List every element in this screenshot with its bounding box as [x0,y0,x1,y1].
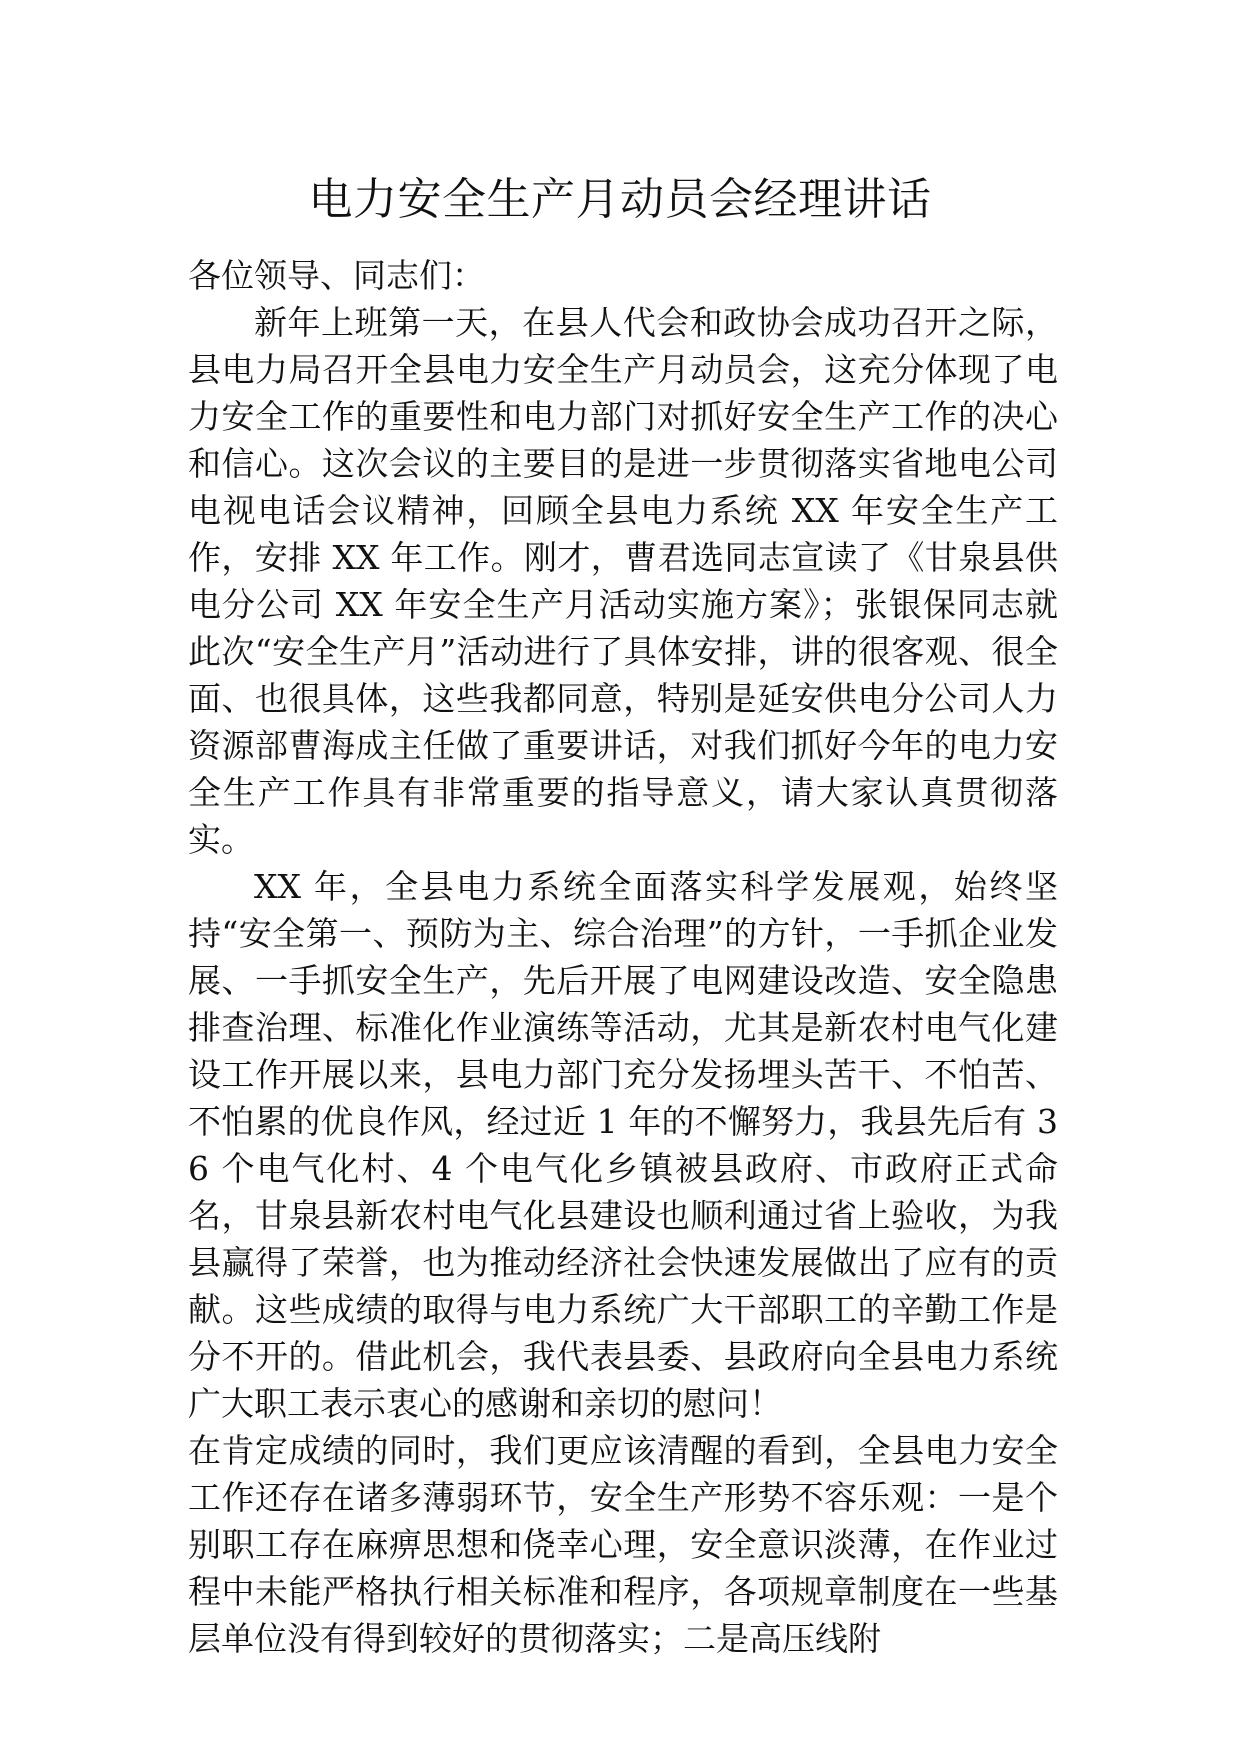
salutation: 各位领导、同志们： [188,256,485,295]
document-body [188,252,1058,1662]
paragraph-3: 在肯定成绩的同时，我们更应该清醒的看到，全县电力安全工作还存在诸多薄弱环节，安全生产形势不容乐观：一是个别职工存在麻痹思想和侥幸心理，安全意识淡薄，在作业过程中未能严格执行相关标准和程序，各项规章制度在一些基层单位没有得到较好的贯彻落实；二是高压线附 [188,1431,1058,1658]
document-title: 电力安全生产月动员会经理讲话 [308,174,932,225]
paragraph-2: XX 年，全县电力系统全面落实科学发展观，始终坚持“安全第一、预防为主、综合治理”的方针，一手抓企业发展、一手抓安全生产，先后开展了电网建设改造、安全隐患排查治理、标准化作业演练等活动，尤其是新农村电气化建设工作开展以来，县电力部门充分发扬埋头苦干、不怕苦、不怕累的优良作风，经过近 1 年的不懈努力，我县先后有 36 个电气化村、4 个电气化乡镇被县政府、市政府正式命名，甘泉县新农村电气化县建设也顺利通过省上验收，为我县赢得了荣誉，也为推动经济社会快速发展做出了应有的贡献。这些成绩的取得与电力系统广大干部职工的辛勤工作是分不开的。借此机会，我代表县委、县政府向全县电力系统广大职工表示衷心的感谢和亲切的慰问！ [188,867,1058,1423]
paragraph-1: 新年上班第一天，在县人代会和政协会成功召开之际，县电力局召开全县电力安全生产月动员会，这充分体现了电力安全工作的重要性和电力部门对抓好安全生产工作的决心和信心。这次会议的主要目的是进一步贯彻落实省地电公司电视电话会议精神，回顾全县电力系统 XX 年安全生产工作，安排 XX 年工作。刚才，曹君选同志宣读了《甘泉县供电分公司 XX 年安全生产月活动实施方案》；张银保同志就此次“安全生产月”活动进行了具体安排，讲的很客观、很全面、也很具体，这些我都同意，特别是延安供电分公司人力资源部曹海成主任做了重要讲话，对我们抓好今年的电力安全生产工作具有非常重要的指导意义，请大家认真贯彻落实。 [188,303,1058,859]
